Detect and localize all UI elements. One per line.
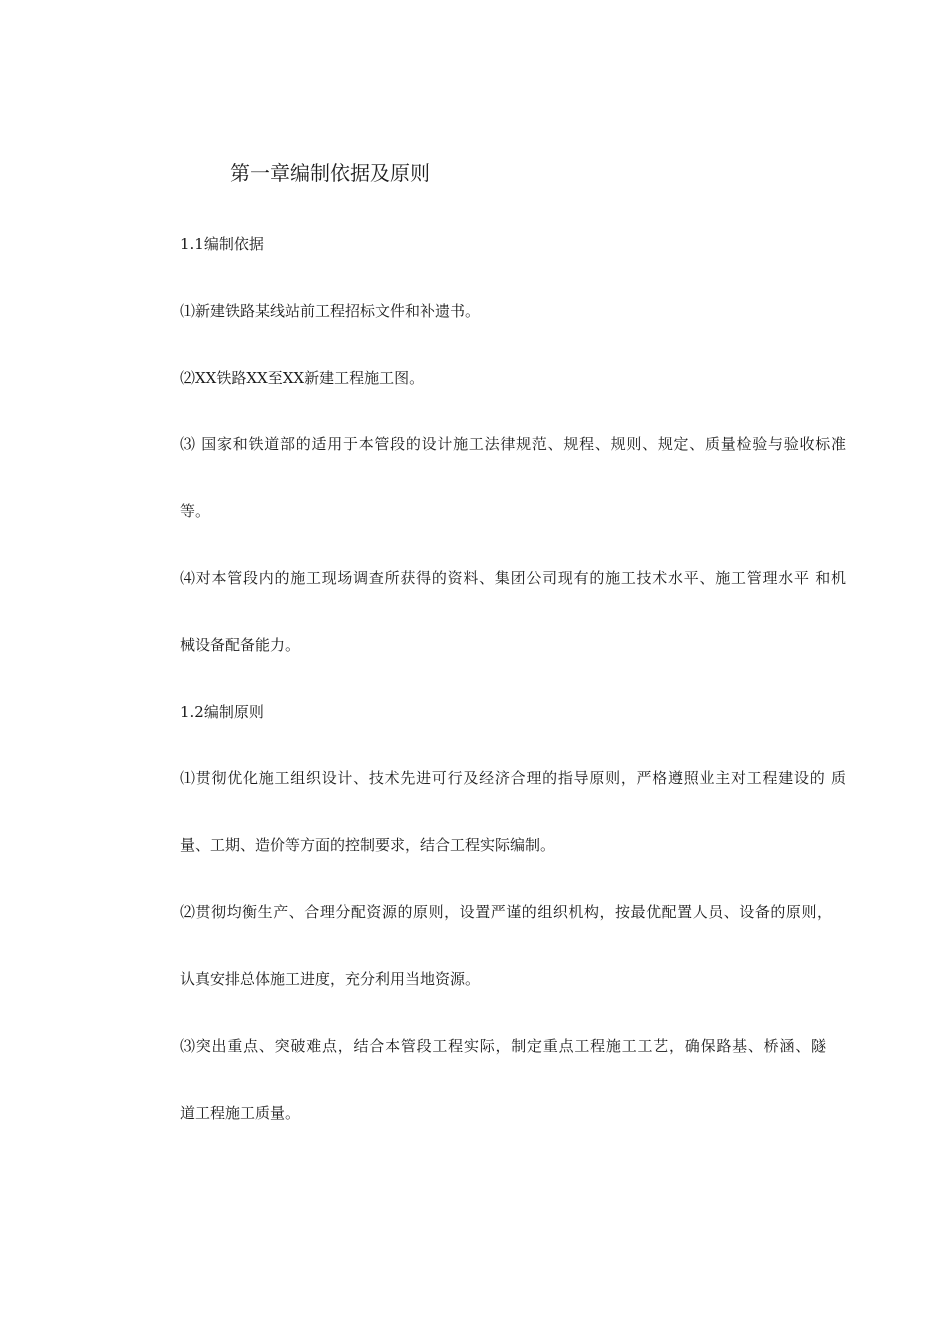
principle-item-1-line-2: 量、工期、造价等方面的控制要求，结合工程实际编制。 bbox=[180, 836, 556, 854]
basis-item-2: ⑵XX铁路XX至XX新建工程施工图。 bbox=[180, 369, 425, 387]
principle-item-2-line-1: ⑵贯彻均衡生产、合理分配资源的原则，设置严谨的组织机构，按最优配置人员、设备的原则， bbox=[180, 903, 832, 921]
basis-item-3-line-1: ⑶ 国家和铁道部的适用于本管段的设计施工法律规范、规程、规则、规定、质量检验与验收标准 bbox=[180, 435, 846, 453]
basis-item-4-line-2: 械设备配备能力。 bbox=[180, 636, 301, 654]
section-2-heading: 1.2编制原则 bbox=[180, 703, 264, 721]
principle-item-3-line-2: 道工程施工质量。 bbox=[180, 1104, 301, 1122]
basis-item-4-line-1: ⑷对本管段内的施工现场调查所获得的资料、集团公司现有的施工技术水平、施工管理水平 和机 bbox=[180, 569, 846, 587]
basis-item-3-line-2: 等。 bbox=[180, 502, 211, 520]
chapter-title: 第一章编制依据及原则 bbox=[230, 161, 430, 185]
principle-item-1-line-1: ⑴贯彻优化施工组织设计、技术先进可行及经济合理的指导原则，严格遵照业主对工程建设的 质 bbox=[180, 769, 846, 787]
basis-item-1: ⑴新建铁路某线站前工程招标文件和补遗书。 bbox=[180, 302, 481, 320]
section-1-heading: 1.1编制依据 bbox=[180, 235, 264, 253]
principle-item-2-line-2: 认真安排总体施工进度，充分利用当地资源。 bbox=[180, 970, 481, 988]
principle-item-3-line-1: ⑶突出重点、突破难点，结合本管段工程实际，制定重点工程施工工艺，确保路基、桥涵、隧 bbox=[180, 1037, 826, 1055]
